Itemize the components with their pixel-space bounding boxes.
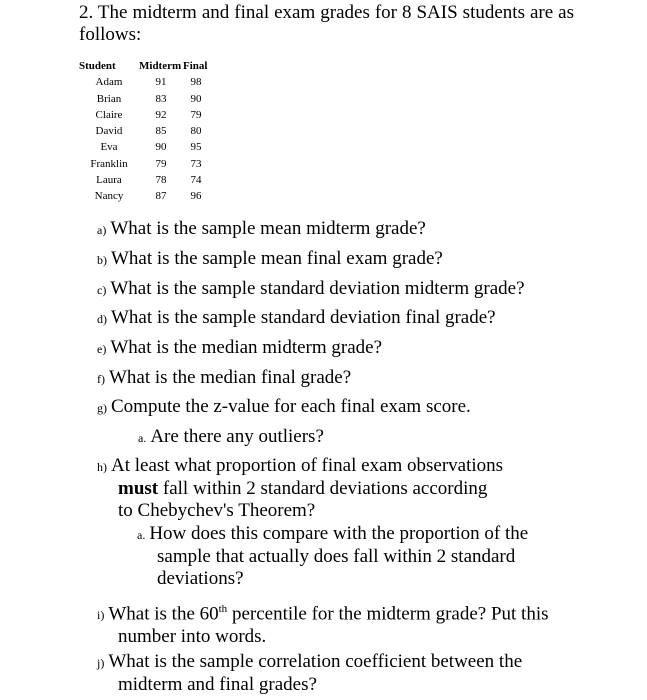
question-g (97, 396, 471, 419)
cell-midterm: 91 (155, 76, 167, 89)
sub-question-line-1: How does this compare with the proportion of the (149, 523, 529, 544)
question-label: a) (97, 223, 107, 237)
question-text-line-2 (97, 478, 537, 500)
question-j (97, 651, 572, 696)
cell-midterm: 78 (155, 174, 167, 187)
question-e (97, 337, 382, 360)
cell-student: Brian (96, 92, 122, 105)
question-text: What is the sample standard deviation final grade? (111, 307, 496, 328)
cell-student: Claire (95, 108, 123, 121)
intro-line-2: are as follows: (79, 2, 575, 45)
question-label: b) (97, 253, 107, 267)
cell-final: 80 (190, 125, 202, 138)
question-text: What is the sample standard deviation midterm grade? (110, 278, 525, 299)
sub-question-text: Are there any outliers? (150, 426, 324, 447)
sub-question-label: a. (137, 528, 146, 542)
table-row (79, 74, 209, 90)
question-j-line-1-wrap (97, 651, 572, 674)
intro-line-1: The midterm and final exam grades for 8 SAIS students (97, 2, 525, 23)
question-a (97, 218, 426, 241)
cell-student: Nancy (94, 190, 124, 203)
problem-number: 2. (79, 2, 94, 23)
sub-question-label: a. (138, 431, 147, 445)
cell-midterm: 92 (155, 108, 167, 121)
cell-student: David (95, 125, 123, 138)
question-text-line-2: number into words. (118, 626, 267, 648)
header-student: Student (79, 60, 116, 72)
cell-student: Laura (96, 174, 122, 187)
question-d (97, 307, 496, 330)
question-label: d) (97, 312, 107, 326)
table-row (79, 172, 209, 188)
question-text: What is the median final grade? (109, 367, 352, 388)
question-text-line-2-rest: fall within 2 standard deviations according (158, 478, 488, 499)
cell-final: 90 (190, 92, 202, 105)
question-text-line-1: What is the sample correlation coefficient between the (108, 651, 523, 672)
question-c (97, 278, 525, 301)
question-f (97, 367, 351, 390)
question-text: Compute the z-value for each final exam score. (111, 396, 471, 417)
grades-table (79, 58, 209, 205)
cell-midterm: 85 (155, 125, 167, 138)
question-text: What is the sample mean midterm grade? (110, 218, 426, 239)
cell-midterm: 79 (155, 157, 167, 170)
problem-intro (79, 2, 574, 46)
cell-final: 98 (190, 76, 202, 89)
question-label: e) (97, 342, 107, 356)
question-h-sub-a (137, 523, 557, 590)
question-label: i) (97, 608, 105, 623)
table-row (79, 188, 209, 204)
question-text: What is the sample mean final exam grade? (111, 248, 443, 269)
question-g-sub-a (138, 426, 324, 449)
table-header-row (79, 58, 209, 74)
table-row (79, 139, 209, 155)
cell-student: Adam (95, 76, 123, 89)
cell-student: Eva (100, 141, 118, 154)
cell-final: 79 (190, 108, 202, 121)
question-text-post: percentile for the midterm grade? Put this (227, 603, 549, 625)
sub-question-line-3: deviations? (157, 568, 244, 589)
table-row (79, 91, 209, 107)
cell-final: 74 (190, 174, 202, 187)
header-final: Final (183, 60, 208, 72)
question-text-pre: What is the 60 (108, 603, 219, 625)
emphasis-word: must (118, 478, 159, 499)
question-i (97, 598, 587, 648)
cell-midterm: 90 (155, 141, 167, 154)
ordinal-superscript: th (218, 603, 228, 615)
question-b (97, 248, 443, 271)
table-row (79, 156, 209, 172)
cell-student: Franklin (90, 157, 128, 170)
question-text-line-2: midterm and final grades? (118, 674, 317, 695)
question-label: c) (97, 283, 107, 297)
question-h (97, 455, 537, 522)
question-label: g) (97, 401, 107, 415)
question-label: j) (97, 656, 105, 670)
cell-final: 96 (190, 190, 202, 203)
question-text-line-1: At least what proportion of final exam observations (111, 455, 504, 476)
question-text: What is the median midterm grade? (110, 337, 383, 358)
header-midterm: Midterm (139, 60, 182, 72)
cell-final: 73 (190, 157, 202, 170)
question-text-line-3: to Chebychev's Theorem? (118, 500, 316, 521)
table-row (79, 123, 209, 139)
cell-midterm: 87 (155, 190, 167, 203)
cell-final: 95 (190, 141, 202, 154)
sub-question-line-2: sample that actually does fall within 2 standard (157, 546, 516, 567)
cell-midterm: 83 (155, 92, 167, 105)
question-label: h) (97, 460, 107, 474)
table-row (79, 107, 209, 123)
question-label: f) (97, 372, 105, 386)
